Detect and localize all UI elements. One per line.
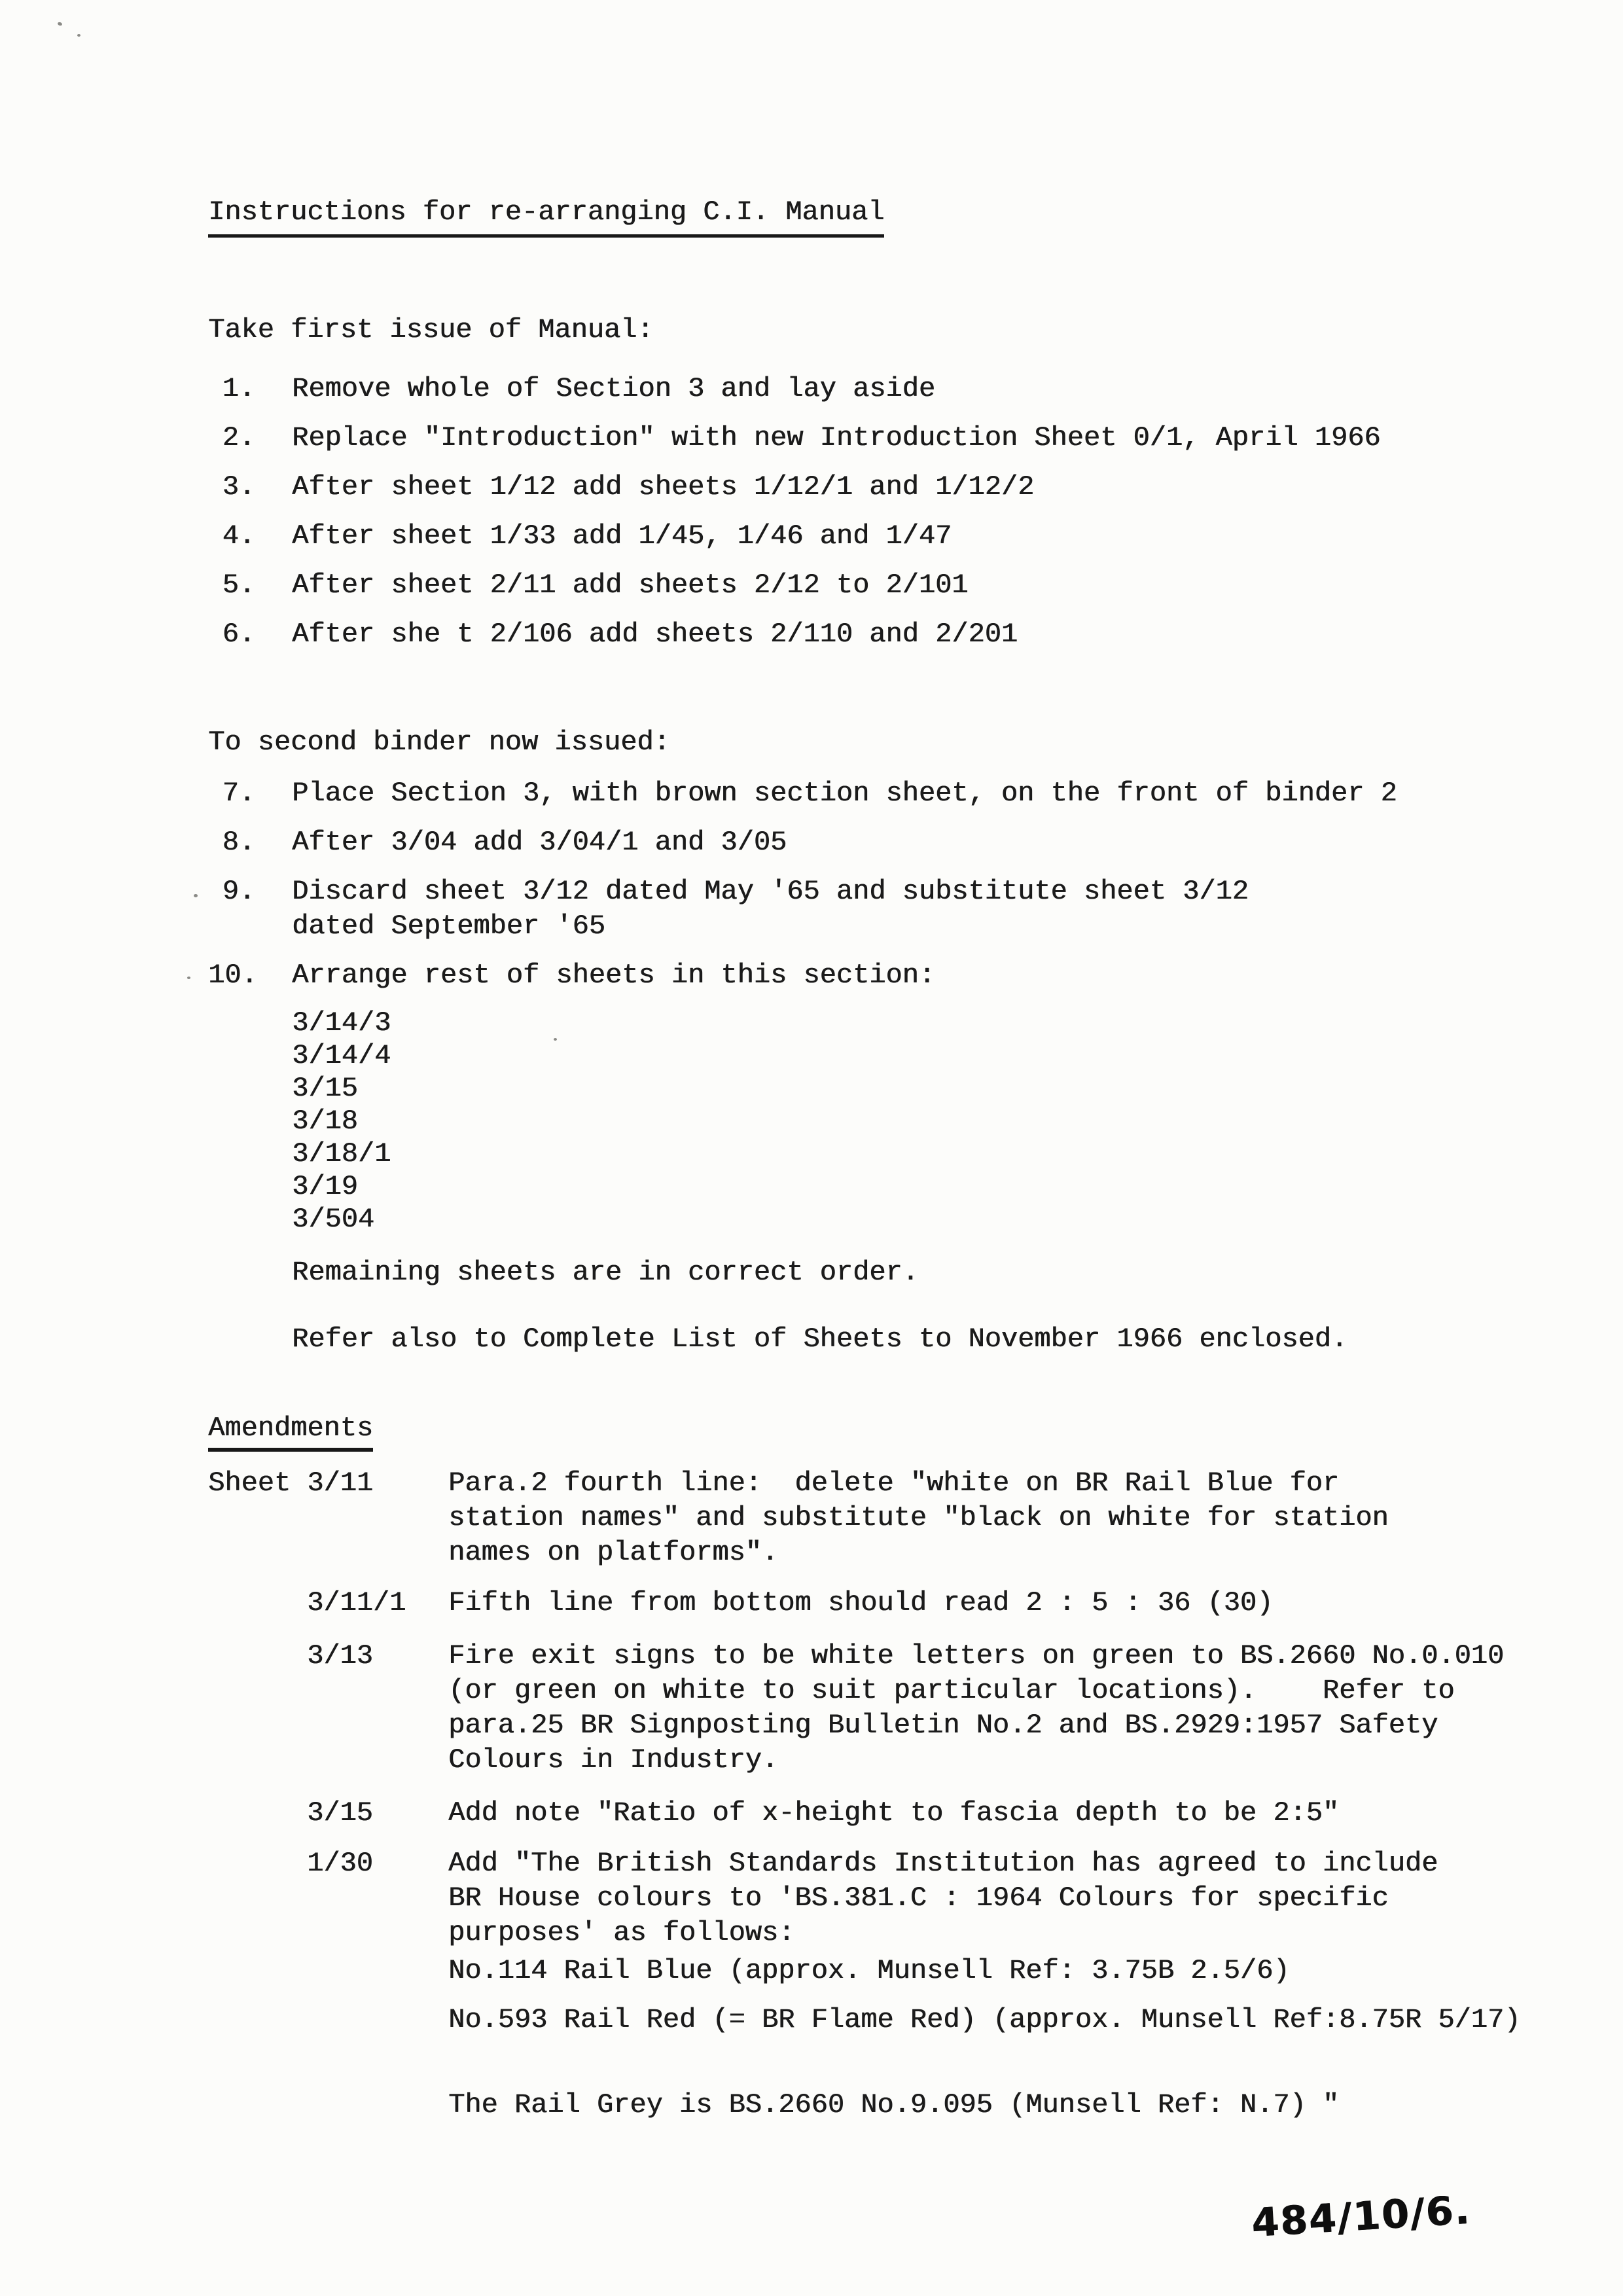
text-line: Add note "Ratio of x-height to fascia depth to be 2:5" — [448, 1797, 1340, 1829]
step-number: 5. — [222, 569, 255, 601]
amendments-heading: Amendments — [208, 1412, 373, 1452]
amendment-sheet-label: Sheet 3/11 — [208, 1467, 374, 1499]
step-number: 6. — [222, 619, 255, 650]
text-line: names on platforms". — [448, 1537, 779, 1568]
sheet-number: 3/19 — [292, 1171, 358, 1202]
scan-speck — [194, 894, 198, 897]
colour-note-rail-red: No.593 Rail Red (= BR Flame Red) (approx. Munsell Ref:8.75R 5/17) — [448, 2004, 1521, 2036]
sheet-order-list — [292, 1007, 391, 1236]
text-line: After sheet 1/33 add 1/45, 1/46 and 1/47 — [292, 520, 952, 552]
list-item — [208, 874, 1397, 944]
list-item — [208, 372, 1380, 406]
scan-speck — [77, 34, 80, 37]
step-number: 7. — [222, 778, 255, 809]
colour-note-rail-blue: No.114 Rail Blue (approx. Munsell Ref: 3.75B 2.5/6) — [448, 1955, 1290, 1986]
remaining-note: Remaining sheets are in correct order. — [292, 1257, 919, 1288]
sheet-number: 3/14/4 — [292, 1040, 391, 1071]
text-line: Fifth line from bottom should read 2 : 5 : 36 (30) — [448, 1587, 1274, 1619]
text-line: para.25 BR Signposting Bulletin No.2 and BS.2929:1957 Safety — [448, 1710, 1438, 1741]
amendment-row — [208, 1796, 1504, 1831]
sheet-number: 3/14/3 — [292, 1007, 391, 1039]
sheet-number: 3/15 — [292, 1073, 358, 1104]
scan-speck — [187, 977, 190, 979]
list-item — [208, 958, 1397, 993]
sheet-number: 3/18 — [292, 1105, 358, 1137]
intro-line: Take first issue of Manual: — [208, 314, 654, 346]
scan-speck — [57, 22, 62, 26]
text-line: After sheet 2/11 add sheets 2/12 to 2/101 — [292, 569, 969, 601]
text-line: Fire exit signs to be white letters on green to BS.2660 No.0.010 — [448, 1640, 1505, 1672]
text-line: dated September '65 — [292, 910, 605, 942]
list-item — [208, 617, 1380, 652]
first-issue-steps — [208, 372, 1380, 666]
text-line: Remove whole of Section 3 and lay aside — [292, 373, 935, 404]
text-line: station names" and substitute "black on white for station — [448, 1502, 1389, 1534]
amendment-sheet-label: 3/15 — [307, 1797, 373, 1829]
text-line: purposes' as follows: — [448, 1917, 795, 1948]
document-title: Instructions for re-arranging C.I. Manual — [208, 196, 884, 238]
step-number: 2. — [222, 422, 255, 454]
text-line: After she t 2/106 add sheets 2/110 and 2/201 — [292, 619, 1018, 650]
list-item — [208, 470, 1380, 505]
list-item — [208, 776, 1397, 811]
amendment-sheet-label: 3/11/1 — [307, 1587, 406, 1619]
step-number: 1. — [222, 373, 255, 404]
amendment-sheet-label: 3/13 — [307, 1640, 373, 1672]
step-number: 9. — [222, 876, 255, 907]
text-line: After sheet 1/12 add sheets 1/12/1 and 1/12/2 — [292, 471, 1035, 503]
text-line: Colours in Industry. — [448, 1744, 779, 1776]
amendment-sheet-label: 1/30 — [307, 1848, 373, 1879]
step-number: 4. — [222, 520, 255, 552]
second-binder-steps — [208, 776, 1397, 1007]
text-line: (or green on white to suit particular locations). Refer to — [448, 1675, 1455, 1706]
step-number: 10. — [208, 960, 258, 991]
colour-note-rail-grey: The Rail Grey is BS.2660 No.9.095 (Munsell Ref: N.7) " — [448, 2089, 1340, 2121]
text-line: BR House colours to 'BS.381.C : 1964 Colours for specific — [448, 1882, 1389, 1914]
text-line: Arrange rest of sheets in this section: — [292, 960, 935, 991]
handwritten-page-reference: 484/10/6. — [1250, 2187, 1472, 2247]
refer-note: Refer also to Complete List of Sheets to November 1966 enclosed. — [292, 1323, 1348, 1355]
step-number: 8. — [222, 827, 255, 858]
list-item — [208, 421, 1380, 456]
amendment-row — [208, 1586, 1504, 1621]
amendments-table — [208, 1466, 1504, 1950]
amendment-row — [208, 1639, 1504, 1778]
list-item — [208, 568, 1380, 603]
sheet-number: 3/504 — [292, 1204, 375, 1235]
text-line: Para.2 fourth line: delete "white on BR Rail Blue for — [448, 1467, 1340, 1499]
amendment-row — [208, 1466, 1504, 1570]
amendment-row — [208, 1846, 1504, 1950]
list-item — [208, 519, 1380, 554]
list-item — [208, 825, 1397, 860]
text-line: Place Section 3, with brown section sheet, on the front of binder 2 — [292, 778, 1397, 809]
text-line: Replace "Introduction" with new Introduction Sheet 0/1, April 1966 — [292, 422, 1381, 454]
scan-speck — [554, 1038, 557, 1041]
text-line: Discard sheet 3/12 dated May '65 and substitute sheet 3/12 — [292, 876, 1249, 907]
step-number: 3. — [222, 471, 255, 503]
text-line: Add "The British Standards Institution has agreed to include — [448, 1848, 1438, 1879]
text-line: After 3/04 add 3/04/1 and 3/05 — [292, 827, 787, 858]
second-binder-line: To second binder now issued: — [208, 726, 670, 758]
sheet-number: 3/18/1 — [292, 1138, 391, 1170]
